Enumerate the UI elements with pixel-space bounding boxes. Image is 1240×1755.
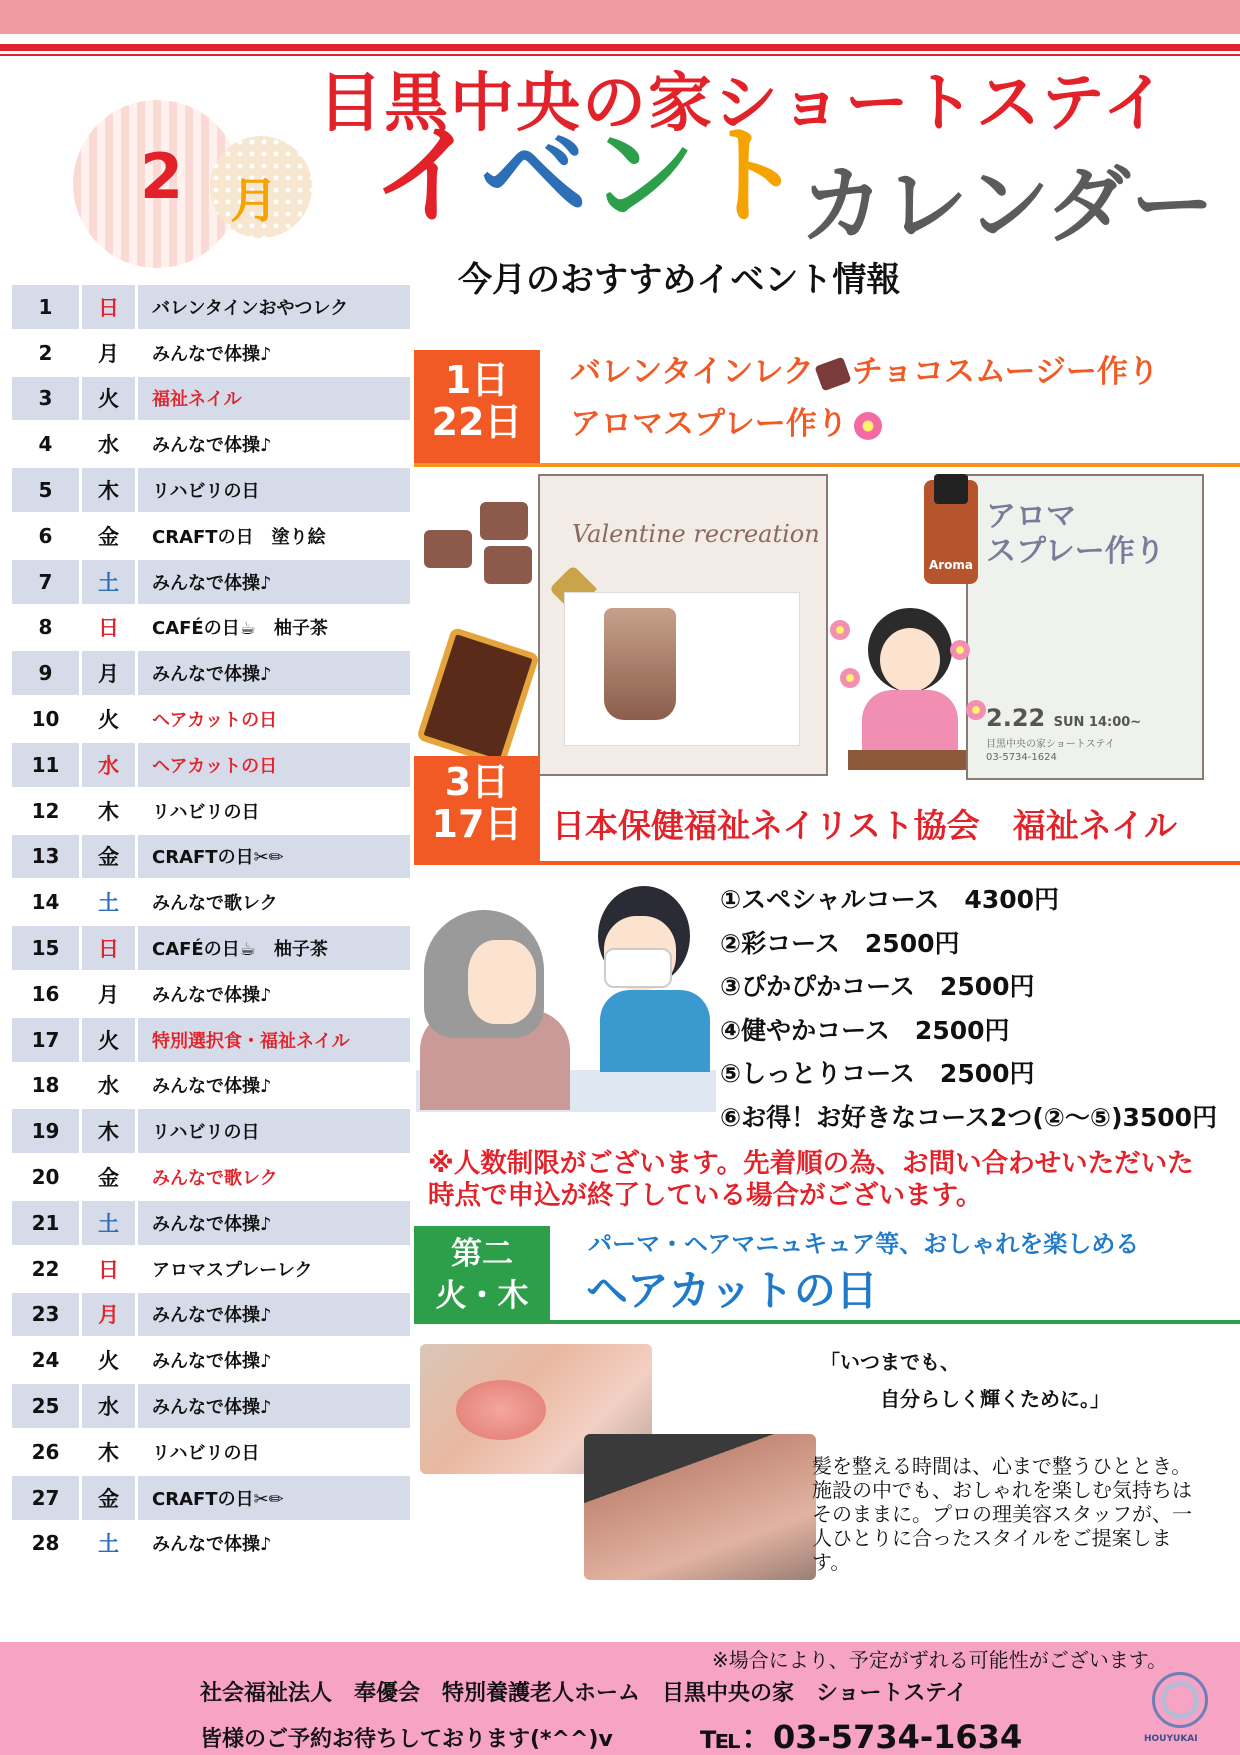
valentine-card-title: Valentine recreation [572, 520, 820, 548]
flower-icon [830, 620, 850, 640]
calendar-weekday: 金 [82, 1155, 138, 1199]
nail-illustration-staff-body [600, 990, 710, 1072]
calendar-day: 15 [12, 926, 82, 970]
section1-title-valentine [570, 346, 1159, 391]
section2-title: 日本保健福祉ネイリスト協会 福祉ネイル [552, 806, 1178, 845]
chocolate-icon [814, 356, 851, 391]
haircut-description: 髪を整える時間は、心まで整うひととき。施設の中でも、おしゃれを楽しむ気持ちはそのままに。プロの理美容スタッフが、一人ひとりに合ったスタイルをご提案します。 [812, 1454, 1192, 1574]
event-title-char: ト [696, 114, 805, 239]
calendar-day: 2 [12, 331, 82, 375]
calendar-day: 26 [12, 1430, 82, 1474]
calendar-row [12, 514, 410, 560]
aroma-date-value: 2.22 [986, 704, 1046, 732]
calendar-weekday: 木 [82, 1109, 138, 1153]
section3-date-box [414, 1226, 550, 1322]
course-item: ⑤しっとりコース 2500円 [720, 1059, 1035, 1088]
calendar-weekday: 日 [82, 1247, 138, 1291]
calendar-day: 21 [12, 1201, 82, 1245]
calendar-day: 7 [12, 560, 82, 604]
calendar-event: リハビリの日 [138, 1430, 410, 1474]
calendar-weekday: 月 [82, 1293, 138, 1337]
calendar-row [12, 1430, 410, 1476]
calendar-day: 17 [12, 1018, 82, 1062]
aroma-card-org [986, 738, 1115, 764]
section2-rule [414, 861, 1240, 865]
calendar-weekday: 火 [82, 1018, 138, 1062]
calendar-row [12, 422, 410, 468]
quote-line2: 自分らしく輝くために。」 [880, 1387, 1110, 1411]
cocoa-cup-image [604, 608, 676, 720]
haircut-photo [584, 1434, 816, 1580]
calendar-event: みんなで体操♪ [138, 1293, 410, 1337]
calendar-weekday: 金 [82, 835, 138, 879]
calendar-event: アロマスプレーレク [138, 1247, 410, 1291]
flower-icon [950, 640, 970, 660]
calendar-row [12, 697, 410, 743]
calendar-weekday: 水 [82, 743, 138, 787]
calendar-row [12, 835, 410, 881]
calendar-event: CRAFTの日✂✏ [138, 835, 410, 879]
calendar-day: 27 [12, 1476, 82, 1520]
calendar-event: CRAFTの日 塗り絵 [138, 514, 410, 558]
month-label: 月 [230, 173, 279, 229]
calendar-day: 6 [12, 514, 82, 558]
calendar-day: 25 [12, 1384, 82, 1428]
calendar-event: みんなで体操♪ [138, 1384, 410, 1428]
calendar-day: 12 [12, 789, 82, 833]
section2-date-line2: 17日 [431, 801, 523, 846]
calendar-weekday: 木 [82, 1430, 138, 1474]
calendar-event: みんなで体操♪ [138, 560, 410, 604]
quote-line1: 「いつまでも、 [820, 1350, 960, 1374]
calendar-row [12, 377, 410, 423]
header-rule [0, 44, 1240, 51]
flower-icon [966, 700, 986, 720]
chocolate-cubes-illustration [424, 502, 542, 590]
calendar-row [12, 285, 410, 331]
section3-title: ヘアカットの日 [586, 1266, 878, 1315]
calendar-day: 3 [12, 377, 82, 421]
section1-date-line2: 22日 [431, 399, 523, 444]
calendar-row [12, 1522, 410, 1568]
schedule-change-note: ※場合により、予定がずれる可能性がございます。 [712, 1648, 1168, 1672]
calendar-row [12, 1064, 410, 1110]
event-title-char: ン [588, 114, 697, 239]
calendar-event: みんなで歌レク [138, 1155, 410, 1199]
calendar-event: リハビリの日 [138, 468, 410, 512]
calendar-day: 8 [12, 606, 82, 650]
calendar-day: 13 [12, 835, 82, 879]
calendar-row [12, 1293, 410, 1339]
calendar-row [12, 1247, 410, 1293]
calendar-day: 20 [12, 1155, 82, 1199]
phone-number: ℡：03-5734-1634 [700, 1718, 1023, 1755]
aroma-time-value: SUN 14:00~ [1053, 715, 1142, 730]
calendar-row [12, 1201, 410, 1247]
calendar-event: みんなで歌レク [138, 880, 410, 924]
section3-rule [414, 1320, 1240, 1324]
calendar-event: みんなで体操♪ [138, 422, 410, 466]
section1-title2-text: アロマスプレー作り [570, 406, 848, 442]
calendar-day: 18 [12, 1064, 82, 1108]
calendar-day: 22 [12, 1247, 82, 1291]
flower-icon [854, 412, 882, 440]
calendar-weekday: 木 [82, 468, 138, 512]
top-band [0, 0, 1240, 34]
girl-illustration-table [848, 750, 966, 770]
calendar-event: CAFÉの日☕ 柚子茶 [138, 926, 410, 970]
calendar-weekday: 木 [82, 789, 138, 833]
calendar-day: 19 [12, 1109, 82, 1153]
calendar-weekday: 水 [82, 1064, 138, 1108]
calendar-weekday: 土 [82, 1201, 138, 1245]
section2-date-box [414, 756, 540, 862]
nail-illustration-client-face [468, 940, 536, 1024]
calendar-day: 5 [12, 468, 82, 512]
calendar-row [12, 1338, 410, 1384]
calendar-event: 特別選択食・福祉ネイル [138, 1018, 410, 1062]
calendar-event: みんなで体操♪ [138, 651, 410, 695]
section3-subtitle: パーマ・ヘアマニュキュア等、おしゃれを楽しめる [588, 1230, 1140, 1258]
aroma-bottle-cap [934, 474, 968, 504]
section1-rule [414, 463, 1240, 467]
calendar-day: 1 [12, 285, 82, 329]
calendar-event: みんなで体操♪ [138, 331, 410, 375]
course-item: ③ぴかぴかコース 2500円 [720, 972, 1035, 1001]
calendar-event: CAFÉの日☕ 柚子茶 [138, 606, 410, 650]
event-calendar [12, 285, 410, 1567]
calendar-row [12, 926, 410, 972]
chocolate-bar-illustration [416, 627, 540, 768]
calendar-row [12, 1155, 410, 1201]
course-item: ⑥お得！お好きなコース2つ(②～⑤)3500円 [720, 1102, 1218, 1132]
calendar-weekday: 土 [82, 1522, 138, 1566]
calendar-event: みんなで体操♪ [138, 1201, 410, 1245]
calendar-day: 9 [12, 651, 82, 695]
section1-title-aroma [570, 398, 882, 443]
calendar-row [12, 331, 410, 377]
calendar-row [12, 743, 410, 789]
smoothie-photo [564, 592, 800, 746]
section2-date-line1: 3日 [444, 760, 510, 804]
girl-illustration-face [880, 628, 940, 692]
calendar-weekday: 日 [82, 926, 138, 970]
calendar-weekday: 月 [82, 651, 138, 695]
recommended-events-heading: 今月のおすすめイベント情報 [458, 260, 901, 300]
calendar-weekday: 月 [82, 331, 138, 375]
calendar-day: 28 [12, 1522, 82, 1566]
section1-title1-a: バレンタインレク [570, 354, 814, 390]
section3-date-line2: 火・木 [435, 1277, 529, 1314]
calendar-event: みんなで体操♪ [138, 972, 410, 1016]
event-title [372, 114, 805, 239]
aroma-card-org-tel: 03-5734-1624 [986, 752, 1057, 763]
calendar-weekday: 火 [82, 697, 138, 741]
calendar-weekday: 土 [82, 880, 138, 924]
calendar-day: 24 [12, 1338, 82, 1382]
course-item: ①スペシャルコース 4300円 [720, 885, 1059, 914]
calendar-row [12, 1476, 410, 1522]
section1-date-line1: 1日 [444, 358, 510, 402]
section3-date-line1: 第二 [451, 1236, 513, 1272]
calendar-event: みんなで体操♪ [138, 1064, 410, 1108]
calendar-day: 23 [12, 1293, 82, 1337]
calendar-row [12, 606, 410, 652]
calendar-weekday: 月 [82, 972, 138, 1016]
flower-icon [840, 668, 860, 688]
calendar-row [12, 789, 410, 835]
flower-bouquet-image [456, 1380, 546, 1440]
calendar-day: 11 [12, 743, 82, 787]
section1-title1-b: チョコスムージー作り [851, 354, 1159, 390]
calendar-event: ヘアカットの日 [138, 697, 410, 741]
calendar-event: ヘアカットの日 [138, 743, 410, 787]
event-title-char: ベ [480, 114, 589, 239]
calendar-day: 4 [12, 422, 82, 466]
capacity-notice: ※人数制限がございます。先着順の為、お問い合わせいただいた時点で申込が終了している場合がございます。 [428, 1148, 1194, 1211]
calendar-weekday: 火 [82, 377, 138, 421]
calendar-row [12, 972, 410, 1018]
organization-name: 社会福祉法人 奉優会 特別養護老人ホーム 目黒中央の家 ショートステイ [200, 1681, 968, 1706]
calendar-day: 10 [12, 697, 82, 741]
calendar-title: カレンダー [800, 156, 1215, 254]
aroma-card-title-line2: スプレー作り [986, 533, 1165, 569]
calendar-event: みんなで体操♪ [138, 1338, 410, 1382]
calendar-weekday: 水 [82, 1384, 138, 1428]
month-number: 2 [140, 140, 184, 213]
calendar-event: リハビリの日 [138, 1109, 410, 1153]
section1-date-box [414, 350, 540, 464]
calendar-row [12, 651, 410, 697]
calendar-event: 福祉ネイル [138, 377, 410, 421]
aroma-card-title [986, 500, 1165, 569]
course-item: ②彩コース 2500円 [720, 928, 960, 958]
calendar-weekday: 日 [82, 285, 138, 329]
aroma-card-title-line1: アロマ [986, 499, 1076, 534]
calendar-row [12, 1109, 410, 1155]
aroma-card-org-name: 目黒中央の家ショートステイ [986, 739, 1115, 750]
calendar-event: CRAFTの日✂✏ [138, 1476, 410, 1520]
reservation-message: 皆様のご予約お待ちしております(*^^)v [200, 1727, 613, 1752]
course-item: ④健やかコース 2500円 [720, 1015, 1010, 1045]
calendar-event: バレンタインおやつレク [138, 285, 410, 329]
nail-course-list [720, 880, 1217, 1141]
calendar-weekday: 土 [82, 560, 138, 604]
calendar-event: リハビリの日 [138, 789, 410, 833]
calendar-event: みんなで体操♪ [138, 1522, 410, 1566]
haircut-quote [820, 1344, 1110, 1418]
calendar-row [12, 880, 410, 926]
houyukai-logo [1152, 1672, 1208, 1728]
calendar-weekday: 日 [82, 606, 138, 650]
aroma-bottle-label: Aroma [928, 558, 974, 572]
calendar-weekday: 火 [82, 1338, 138, 1382]
calendar-row [12, 468, 410, 514]
calendar-weekday: 金 [82, 1476, 138, 1520]
calendar-day: 16 [12, 972, 82, 1016]
calendar-row [12, 560, 410, 606]
facility-title: 目黒中央の家ショートステイ [318, 67, 1169, 141]
calendar-day: 14 [12, 880, 82, 924]
calendar-row [12, 1018, 410, 1064]
calendar-weekday: 金 [82, 514, 138, 558]
event-title-char: イ [372, 114, 481, 239]
aroma-card-date [986, 704, 1141, 732]
nail-illustration-mask [604, 948, 672, 988]
calendar-weekday: 水 [82, 422, 138, 466]
logo-text: HOUYUKAI [1144, 1734, 1198, 1744]
calendar-row [12, 1384, 410, 1430]
